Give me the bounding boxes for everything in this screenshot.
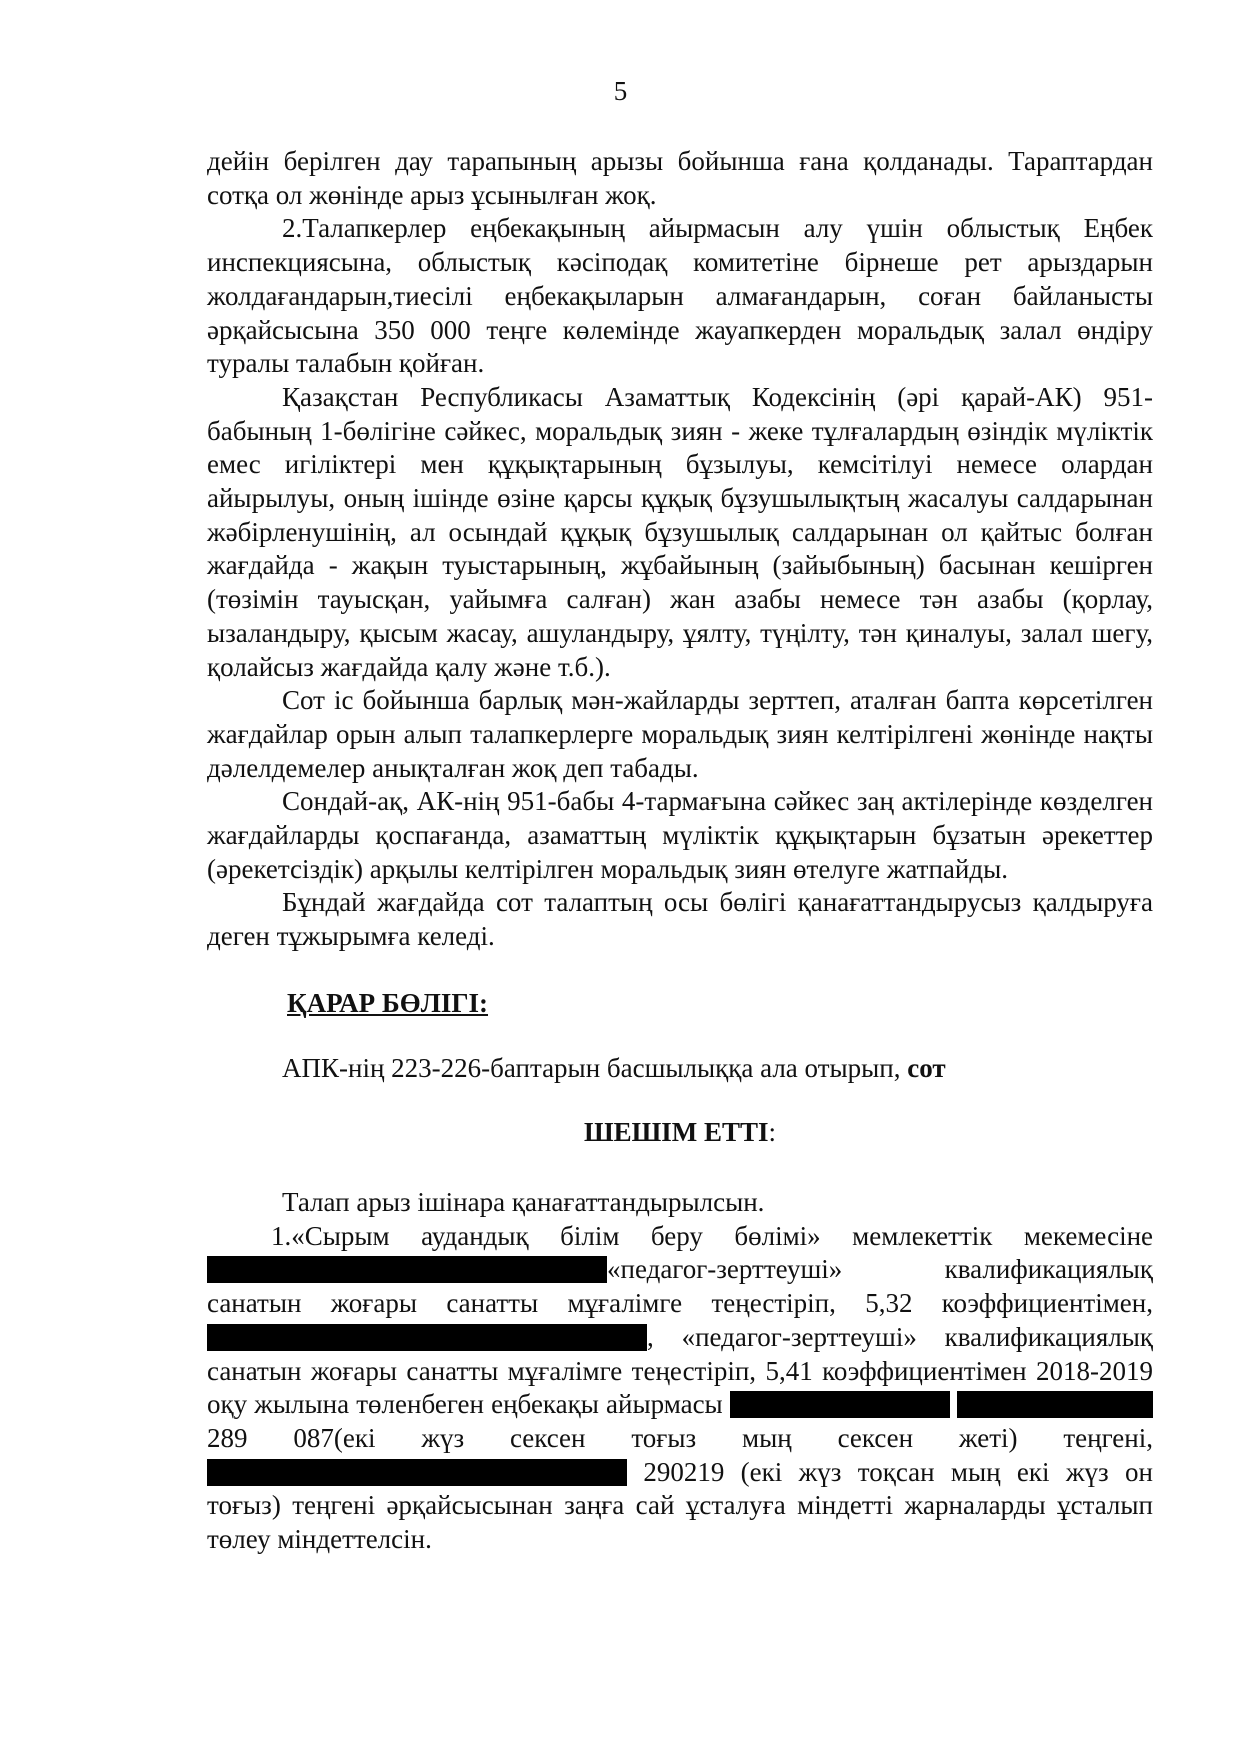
paragraph-claim-2: 2.Талапкерлер еңбекақының айырмасын алу үшін облыстық Еңбек инспекциясына, облыстық кәсіподақ комитетіне бірнеше рет арыздарын жолдағандарын,тиесілі еңбекақыларын алмағандарын, соған байланысты әрқайсысына 350 000 теңге көлемінде жауапкерден моральдық залал өндіру туралы талабын қойған. (207, 213, 1153, 379)
paragraph-apk (282, 1052, 1153, 1086)
item1-part4: 289 087(екі жүз сексен тоғыз мың сексен жеті) теңгені, (207, 1422, 1153, 1453)
apk-text: АПК-нің 223-226-баптарын басшылыққа ала отырып, (282, 1052, 908, 1083)
paragraph-civil-code: Қазақстан Республикасы Азаматтық Кодексінің (әрі қарай-АК) 951-бабының 1-бөлігіне сәйкес, моральдық зиян - жеке тұлғалардың өзіндік мүліктік емес игіліктері мен құқықтарының бұзылуы, кемсітілуі немесе олардан айырылуы, оның ішінде өзіне қарсы құқық бұзушылықтың жасалуы салдарынан жәбірленушінің, ал осындай құқық бұзушылық салдарынан ол қайтыс болған жағдайда - жақын туыстарының, жұбайының (зайыбының) басынан кешірген (төзімін тауысқан, уайымға салған) жан азабы немесе тән азабы (қорлау, ызаландыру, қысым жасау, ашуландыру, ұялту, түңілту, тән қиналуы, залал шегу, қолайсыз жағдайда қалу және т.б.). (207, 381, 1153, 682)
page-number: 5 (613, 76, 628, 106)
item1-part5: 290219 (екі жүз тоқсан мың екі жүз он тоғыз) теңгені әрқайсысынан заңға сай ұсталуға міндетті жарналарды ұсталып төлеу міндеттелсін. (207, 1456, 1153, 1555)
decided-bold: ШЕШІМ ЕТТІ (583, 1117, 769, 1148)
redaction-block (207, 1256, 607, 1283)
redaction-block (207, 1459, 627, 1486)
item1-part1: 1.«Сырым аудандық білім беру бөлімі» мемлекеттік мекемесіне (271, 1220, 1153, 1251)
paragraph-court-finding: Сот іс бойынша барлық мән-жайларды зерттеп, аталған бапта көрсетілген жағдайлар орын алып талапкерлерге моральдық зиян келтірілгені жөнінде нақты дәлелдемелер анықталған жоқ деп табады. (207, 685, 1153, 783)
document-body (207, 145, 1153, 1557)
redaction-block (957, 1391, 1153, 1418)
paragraph-article-951: Сондай-ақ, АК-нің 951-бабы 4-тармағына сәйкес заң актілерінде көзделген жағдайларды қоспағанда, азаматтың мүліктік құқықтарын бұзатын әрекеттер (әрекетсіздік) арқылы келтірілген моральдық зиян өтелуге жатпайды. (207, 786, 1153, 884)
redaction-block (730, 1391, 950, 1418)
paragraph-item-1 (207, 1220, 1153, 1557)
paragraph-claim-granted: Талап арыз ішінара қанағаттандырылсын. (282, 1186, 765, 1217)
redaction-block (207, 1324, 647, 1351)
item1-part2: «педагог-зерттеуші» квалификациялық санатын жоғары санатты мұғалімге теңестіріп, 5,32 коэффициентімен, (207, 1254, 1153, 1319)
heading-decided (207, 1116, 1153, 1150)
heading-resolution-part: ҚАРАР БӨЛІГІ: (287, 987, 489, 1018)
item1-part3: , «педагог-зерттеуші» квалификациялық санатын жоғары санатты мұғалімге теңестіріп, 5,41 коэффициентімен 2018-2019 оқу жылына төленбеген еңбекақы айырмасы (207, 1321, 1153, 1420)
decided-colon: : (768, 1117, 777, 1148)
paragraph-conclusion: Бұндай жағдайда сот талаптың осы бөлігі қанағаттандырусыз қалдыруға деген тұжырымға келеді. (207, 887, 1153, 952)
paragraph-continuation: дейін берілген дау тарапының арызы бойынша ғана қолданады. Тараптардан сотқа ол жөнінде арыз ұсынылған жоқ. (207, 146, 1153, 210)
apk-bold: сот (907, 1052, 946, 1083)
